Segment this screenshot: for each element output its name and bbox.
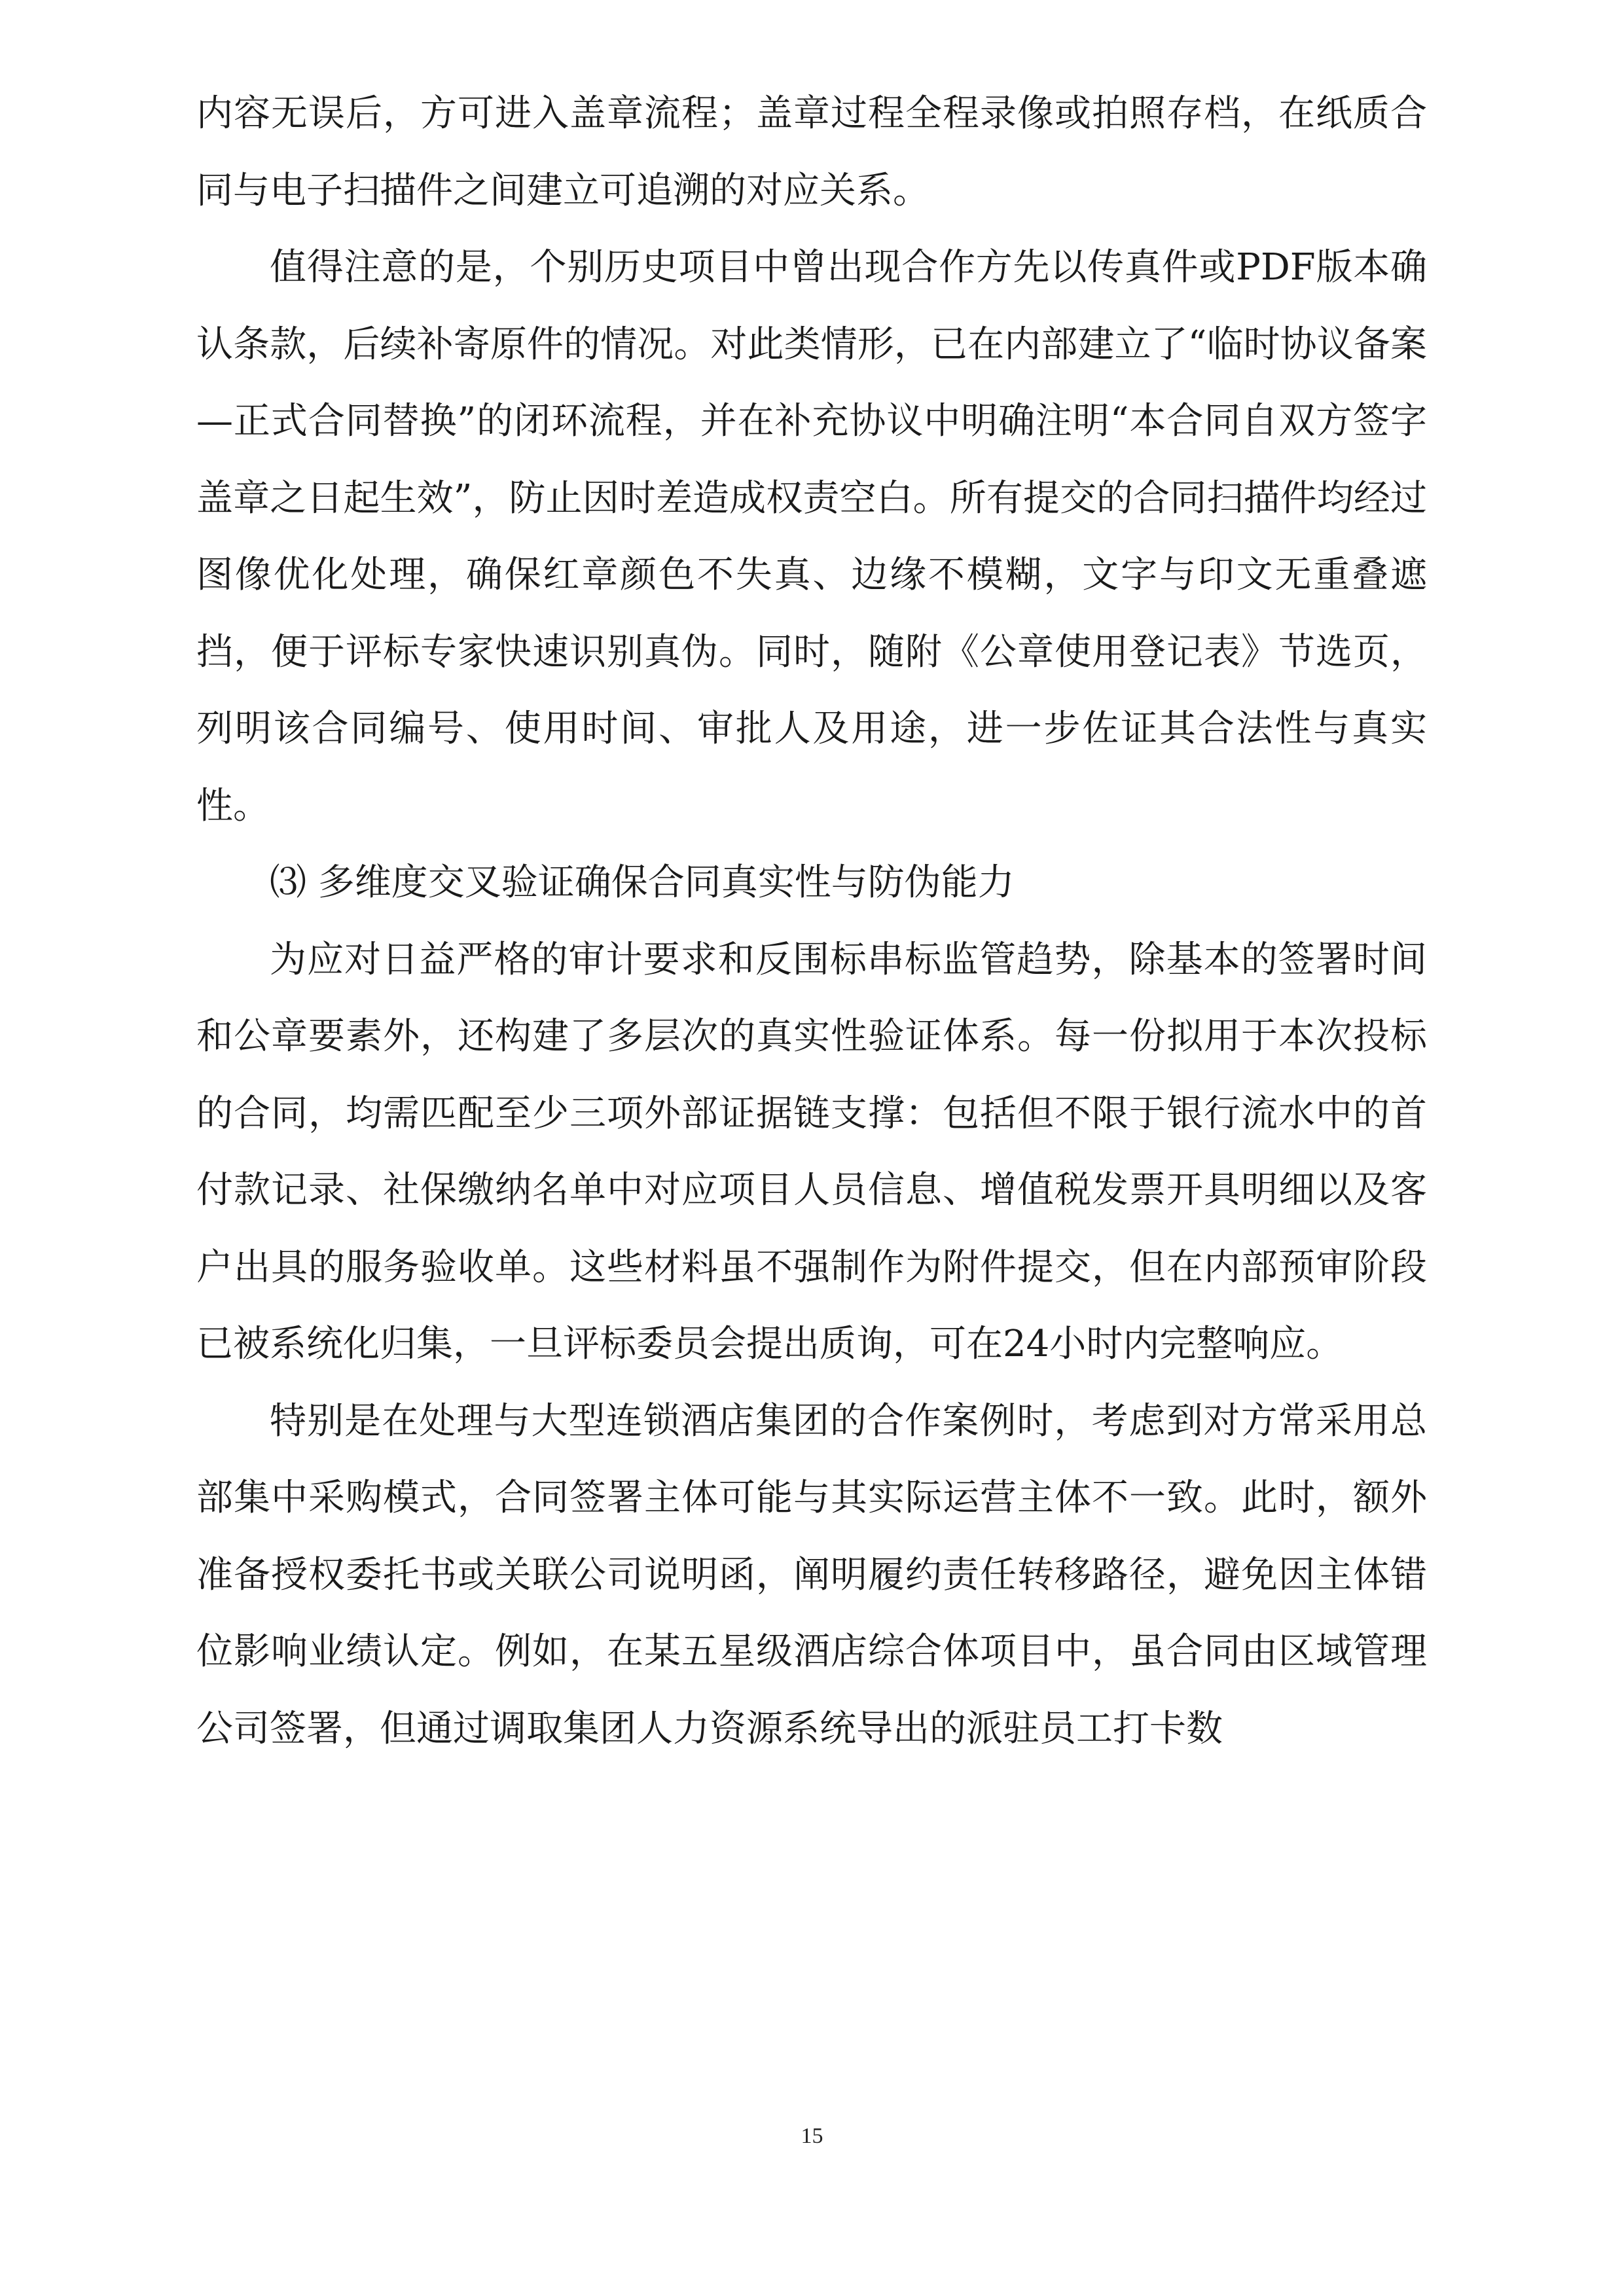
paragraph-4: 特别是在处理与大型连锁酒店集团的合作案例时，考虑到对方常采用总部集中采购模式，合同签署主体可能与其实际运营主体不一致。此时，额外准备授权委托书或关联公司说明函，阐明履约责任转移路径，避免因主体错位影响业绩认定。例如，在某五星级酒店综合体项目中，虽合同由区域管理公司签署，但通过调取集团人力资源系统导出的派驻员工打卡数 xyxy=(196,1399,1427,1750)
document-body xyxy=(196,75,1427,1767)
paragraph-3: 为应对日益严格的审计要求和反围标串标监管趋势，除基本的签署时间和公章要素外，还构建了多层次的真实性验证体系。每一份拟用于本次投标的合同，均需匹配至少三项外部证据链支撑：包括但不限于银行流水中的首付款记录、社保缴纳名单中对应项目人员信息、增值税发票开具明细以及客户出具的服务验收单。这些材料虽不强制作为附件提交，但在内部预审阶段已被系统化归集，一旦评标委员会提出质询，可在24小时内完整响应。 xyxy=(196,938,1427,1365)
page-number: 15 xyxy=(801,2124,823,2148)
paragraph-2: 值得注意的是，个别历史项目中曾出现合作方先以传真件或PDF版本确认条款，后续补寄原件的情况。对此类情形，已在内部建立了“临时协议备案—正式合同替换”的闭环流程，并在补充协议中明确注明“本合同自双方签字盖章之日起生效”，防止因时差造成权责空白。所有提交的合同扫描件均经过图像优化处理，确保红章颜色不失真、边缘不模糊，文字与印文无重叠遮挡，便于评标专家快速识别真伪。同时，随附《公章使用登记表》节选页，列明该合同编号、使用时间、审批人及用途，进一步佐证其合法性与真实性。 xyxy=(196,246,1427,827)
paragraph-1: 内容无误后，方可进入盖章流程；盖章过程全程录像或拍照存档，在纸质合同与电子扫描件之间建立可追溯的对应关系。 xyxy=(196,92,1427,212)
section-heading: ⑶ 多维度交叉验证确保合同真实性与防伪能力 xyxy=(270,861,1015,904)
